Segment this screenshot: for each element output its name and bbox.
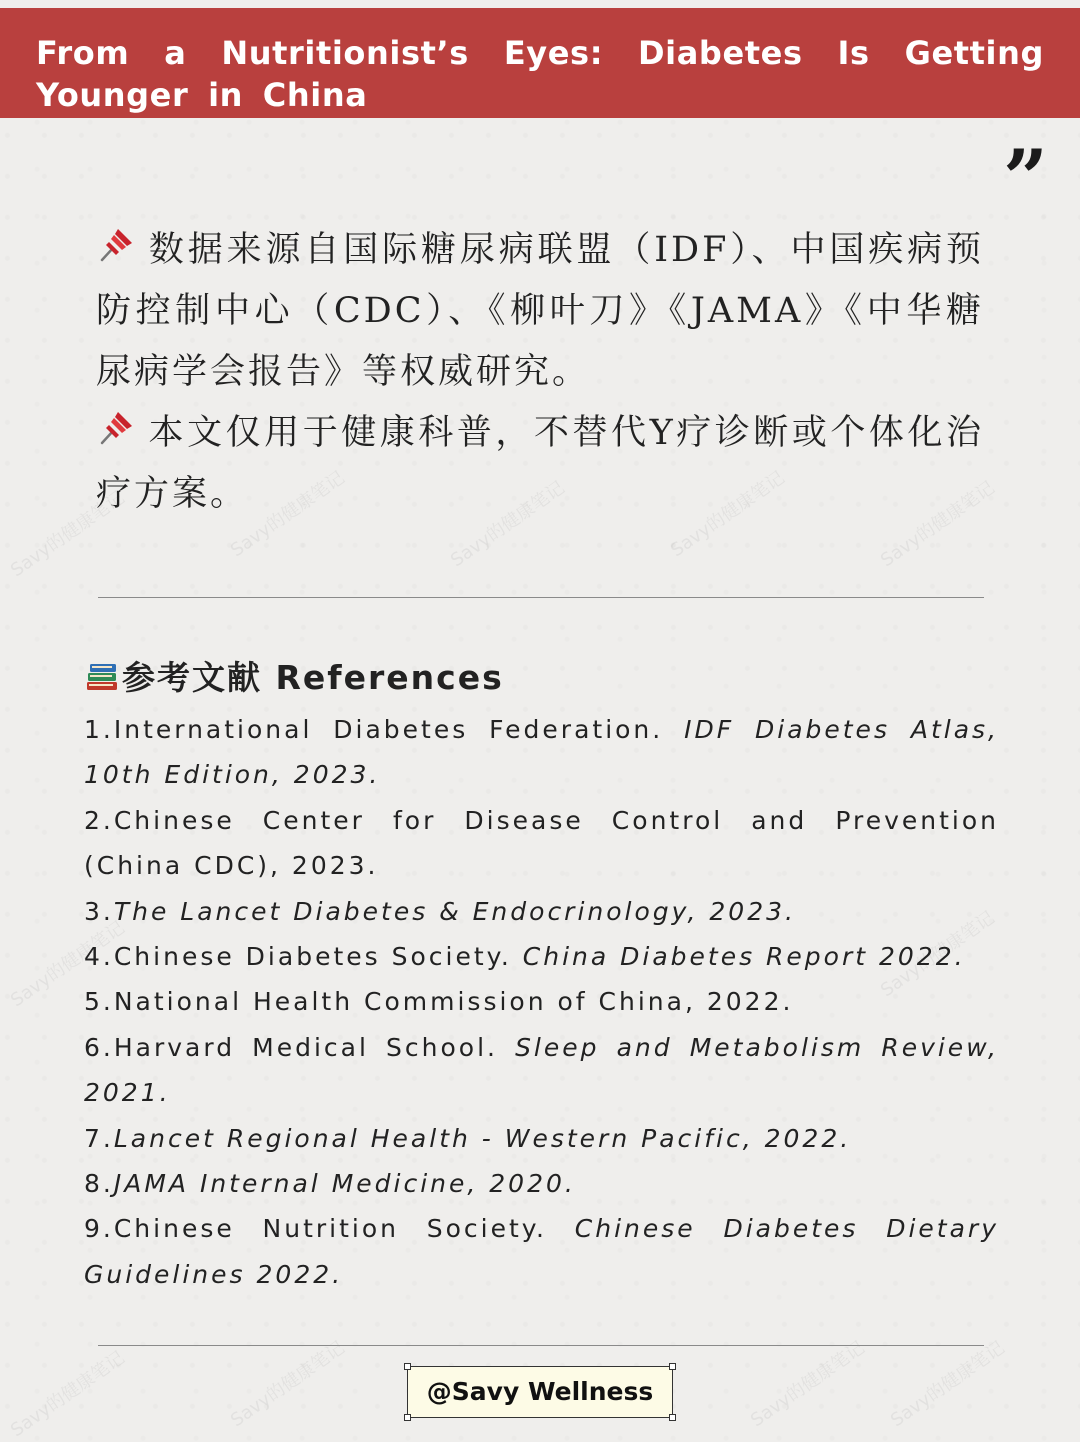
reference-item: 8.JAMA Internal Medicine, 2020. [84,1169,576,1199]
reference-item: 1.International Diabetes Federation. IDF Diabetes Atlas, 10th Edition, 2023. [84,715,999,790]
note-text: 本文仅用于健康科普，不替代Y疗诊断或个体化治疗方案。 [96,413,984,514]
reference-item: 3.The Lancet Diabetes & Endocrinology, 2023. [84,896,796,926]
note-item [96,403,984,525]
watermark: Savy的健康笔记 [886,1337,1009,1432]
reference-item: 9.Chinese Nutrition Society. Chinese Diabetes Dietary Guidelines 2022. [84,1214,999,1289]
books-icon [84,655,120,691]
title-banner [0,8,1080,118]
resize-handle [669,1363,676,1370]
watermark: Savy的健康笔记 [226,1337,349,1432]
references-list [84,707,999,1297]
author-handle: @Savy Wellness [426,1377,654,1406]
divider [98,597,984,598]
note-text: 数据来源自国际糖尿病联盟（IDF）、中国疾病预防控制中心（CDC）、《柳叶刀》《JAMA》《中华糖尿病学会报告》等权威研究。 [96,230,984,392]
reference-item: 7.Lancet Regional Health - Western Pacific, 2022. [84,1123,852,1153]
watermark: Savy的健康笔记 [6,487,129,582]
reference-item: 4.Chinese Diabetes Society. China Diabetes Report 2022. [84,942,966,972]
resize-handle [404,1414,411,1421]
page-title: From a Nutritionist’s Eyes: Diabetes Is Getting Younger in China [36,34,1044,114]
pushpin-icon [96,408,140,448]
reference-item: 2.Chinese Center for Disease Control and Prevention (China CDC), 2023. [84,805,999,881]
disclaimer-notes [96,220,984,525]
watermark: Savy的健康笔记 [746,1337,869,1432]
resize-handle [404,1363,411,1370]
resize-handle [669,1414,676,1421]
references-heading [84,650,504,706]
watermark: Savy的健康笔记 [446,477,569,572]
note-item [96,220,984,403]
references-title: 参考文献 References [122,658,504,697]
reference-item: 6.Harvard Medical School. Sleep and Metabolism Review, 2021. [84,1032,999,1108]
watermark: Savy的健康笔记 [876,477,999,572]
watermark: Savy的健康笔记 [876,907,999,1002]
pushpin-icon [96,225,140,265]
watermark: Savy的健康笔记 [226,467,349,562]
author-handle-badge[interactable] [407,1366,673,1418]
reference-item: 5.National Health Commission of China, 2022. [84,987,794,1017]
watermark: Savy的健康笔记 [6,917,129,1012]
divider [98,1345,984,1346]
closing-quote-icon: ” [1003,133,1048,224]
watermark: Savy的健康笔记 [666,467,789,562]
watermark: Savy的健康笔记 [6,1347,129,1442]
